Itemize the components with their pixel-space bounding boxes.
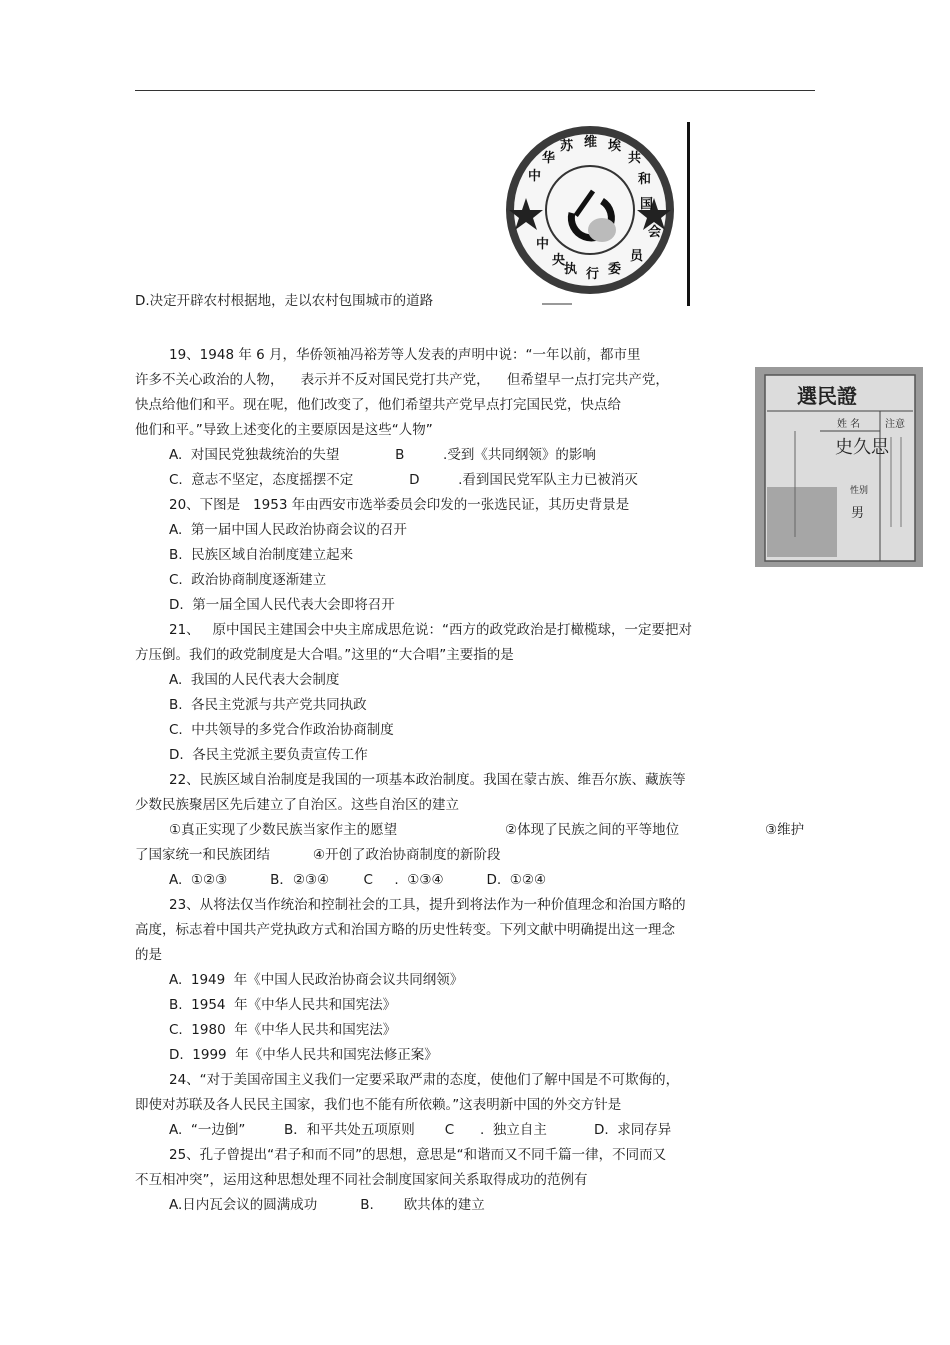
question-21-option-c: C. 中共领导的多党合作政治协商制度	[169, 722, 394, 738]
question-23-text: 的是	[135, 947, 162, 963]
question-20-option-b: B. 民族区域自治制度建立起来	[169, 547, 354, 563]
question-23-option-c: C. 1980 年《中华人民共和国宪法》	[169, 1022, 397, 1038]
svg-text:执: 执	[564, 262, 578, 277]
option-d-prev-question: D.决定开辟农村根据地，走以农村包围城市的道路	[135, 293, 434, 309]
svg-text:国: 国	[640, 197, 654, 212]
question-22-statement-4: 了国家统一和民族团结 ④开创了政治协商制度的新阶段	[135, 847, 501, 863]
question-23-option-a: A. 1949 年《中国人民政治协商会议共同纲领》	[169, 972, 464, 988]
question-21-text: 21、 原中国民主建国会中央主席成思危说：“西方的政党政治是打橄榄球，一定要把对	[169, 622, 693, 638]
svg-text:行: 行	[586, 267, 600, 282]
question-22-statement-3: ③维护	[765, 822, 805, 838]
svg-text:员: 员	[630, 249, 644, 264]
question-19-text: 许多不关心政治的人物， 表示并不反对国民党打共产党， 但希望早一点打完共产党，	[135, 372, 669, 388]
question-24-text: 即使对苏联及各人民民主国家，我们也不能有所依赖。”这表明新中国的外交方针是	[135, 1097, 622, 1113]
question-23-text: 23、从将法仅当作统治和控制社会的工具，提升到将法作为一种价值理念和治国方略的	[169, 897, 686, 913]
question-22-options: A. ①②③ B．②③④ C . ①③④ D. ①②④	[169, 872, 547, 888]
svg-text:男: 男	[851, 506, 865, 521]
question-21-option-b: B. 各民主党派与共产党共同执政	[169, 697, 367, 713]
question-19-text: 他们和平。”导致上述变化的主要原因是这些“人物”	[135, 422, 433, 438]
svg-text:中: 中	[528, 169, 542, 184]
question-22-text: 22、民族区域自治制度是我国的一项基本政治制度。我国在蒙古族、维吾尔族、藏族等	[169, 772, 686, 788]
question-21-option-a: A. 我国的人民代表大会制度	[169, 672, 340, 688]
svg-text:注意: 注意	[885, 419, 905, 430]
question-23-text: 高度，标志着中国共产党执政方式和治国方略的历史性转变。下列文献中明确提出这一理念	[135, 922, 675, 938]
svg-text:苏: 苏	[560, 139, 574, 154]
svg-text:和: 和	[638, 172, 652, 187]
question-23-option-d: D. 1999 年《中华人民共和国宪法修正案》	[169, 1047, 438, 1063]
svg-text:央: 央	[552, 253, 566, 268]
question-24-text: 24、“对于美国帝国主义我们一定要采取严肃的态度，使他们了解中国是不可欺侮的，	[169, 1072, 680, 1088]
svg-text:中: 中	[536, 237, 550, 252]
question-25-text: 不互相冲突”，运用这种思想处理不同社会制度国家间关系取得成功的范例有	[135, 1172, 588, 1188]
svg-text:埃: 埃	[608, 139, 622, 154]
question-25-text: 25、孔子曾提出“君子和而不同”的思想，意思是“和谐而又不同千篇一律，不同而又	[169, 1147, 667, 1163]
question-23-option-b: B. 1954 年《中华人民共和国宪法》	[169, 997, 397, 1013]
question-19-text: 19、1948 年 6 月，华侨领袖冯裕芳等人发表的声明中说：“一年以前，都市里	[169, 347, 641, 363]
question-25-options: A.日内瓦会议的圆满成功 B. 欧共体的建立	[169, 1197, 485, 1213]
question-24-options: A. “一边倒” B．和平共处五项原则 C . 独立自主 D. 求同存异	[169, 1122, 672, 1138]
svg-text:姓 名: 姓 名	[837, 419, 861, 430]
svg-text:共: 共	[628, 151, 642, 166]
question-19-options-cd: C. 意志不坚定，态度摇摆不定 D .看到国民党军队主力已被消灭	[169, 472, 638, 488]
question-20-option-a: A. 第一届中国人民政治协商会议的召开	[169, 522, 407, 538]
soviet-republic-seal-image	[502, 118, 692, 308]
svg-text:性别: 性别	[850, 486, 869, 496]
header-rule	[135, 90, 815, 91]
question-19-text: 快点给他们和平。现在呢，他们改变了，他们希望共产党早点打完国民党，快点给	[135, 397, 621, 413]
question-22-text: 少数民族聚居区先后建立了自治区。这些自治区的建立	[135, 797, 459, 813]
question-20-option-c: C. 政治协商制度逐渐建立	[169, 572, 327, 588]
svg-text:史久思: 史久思	[835, 437, 889, 458]
question-21-text: 方压倒。我们的政党制度是大合唱。”这里的“大合唱”主要指的是	[135, 647, 514, 663]
voter-card-image	[755, 367, 923, 567]
question-22-statement-2: ②体现了民族之间的平等地位	[505, 822, 680, 838]
svg-text:维: 维	[584, 135, 598, 150]
question-20-text: 20、下图是 1953 年由西安市选举委员会印发的一张选民证，其历史背景是	[169, 497, 630, 513]
svg-text:選民證: 選民證	[797, 384, 857, 408]
svg-text:会: 会	[648, 225, 662, 240]
question-20-option-d: D. 第一届全国人民代表大会即将召开	[169, 597, 395, 613]
svg-text:委: 委	[608, 262, 622, 277]
question-22-statement-1: ①真正实现了少数民族当家作主的愿望	[169, 822, 398, 838]
question-19-options-ab: A. 对国民党独裁统治的失望 B .受到《共同纲领》的影响	[169, 447, 596, 463]
question-21-option-d: D. 各民主党派主要负责宣传工作	[169, 747, 368, 763]
seal-char: 华	[542, 151, 556, 166]
